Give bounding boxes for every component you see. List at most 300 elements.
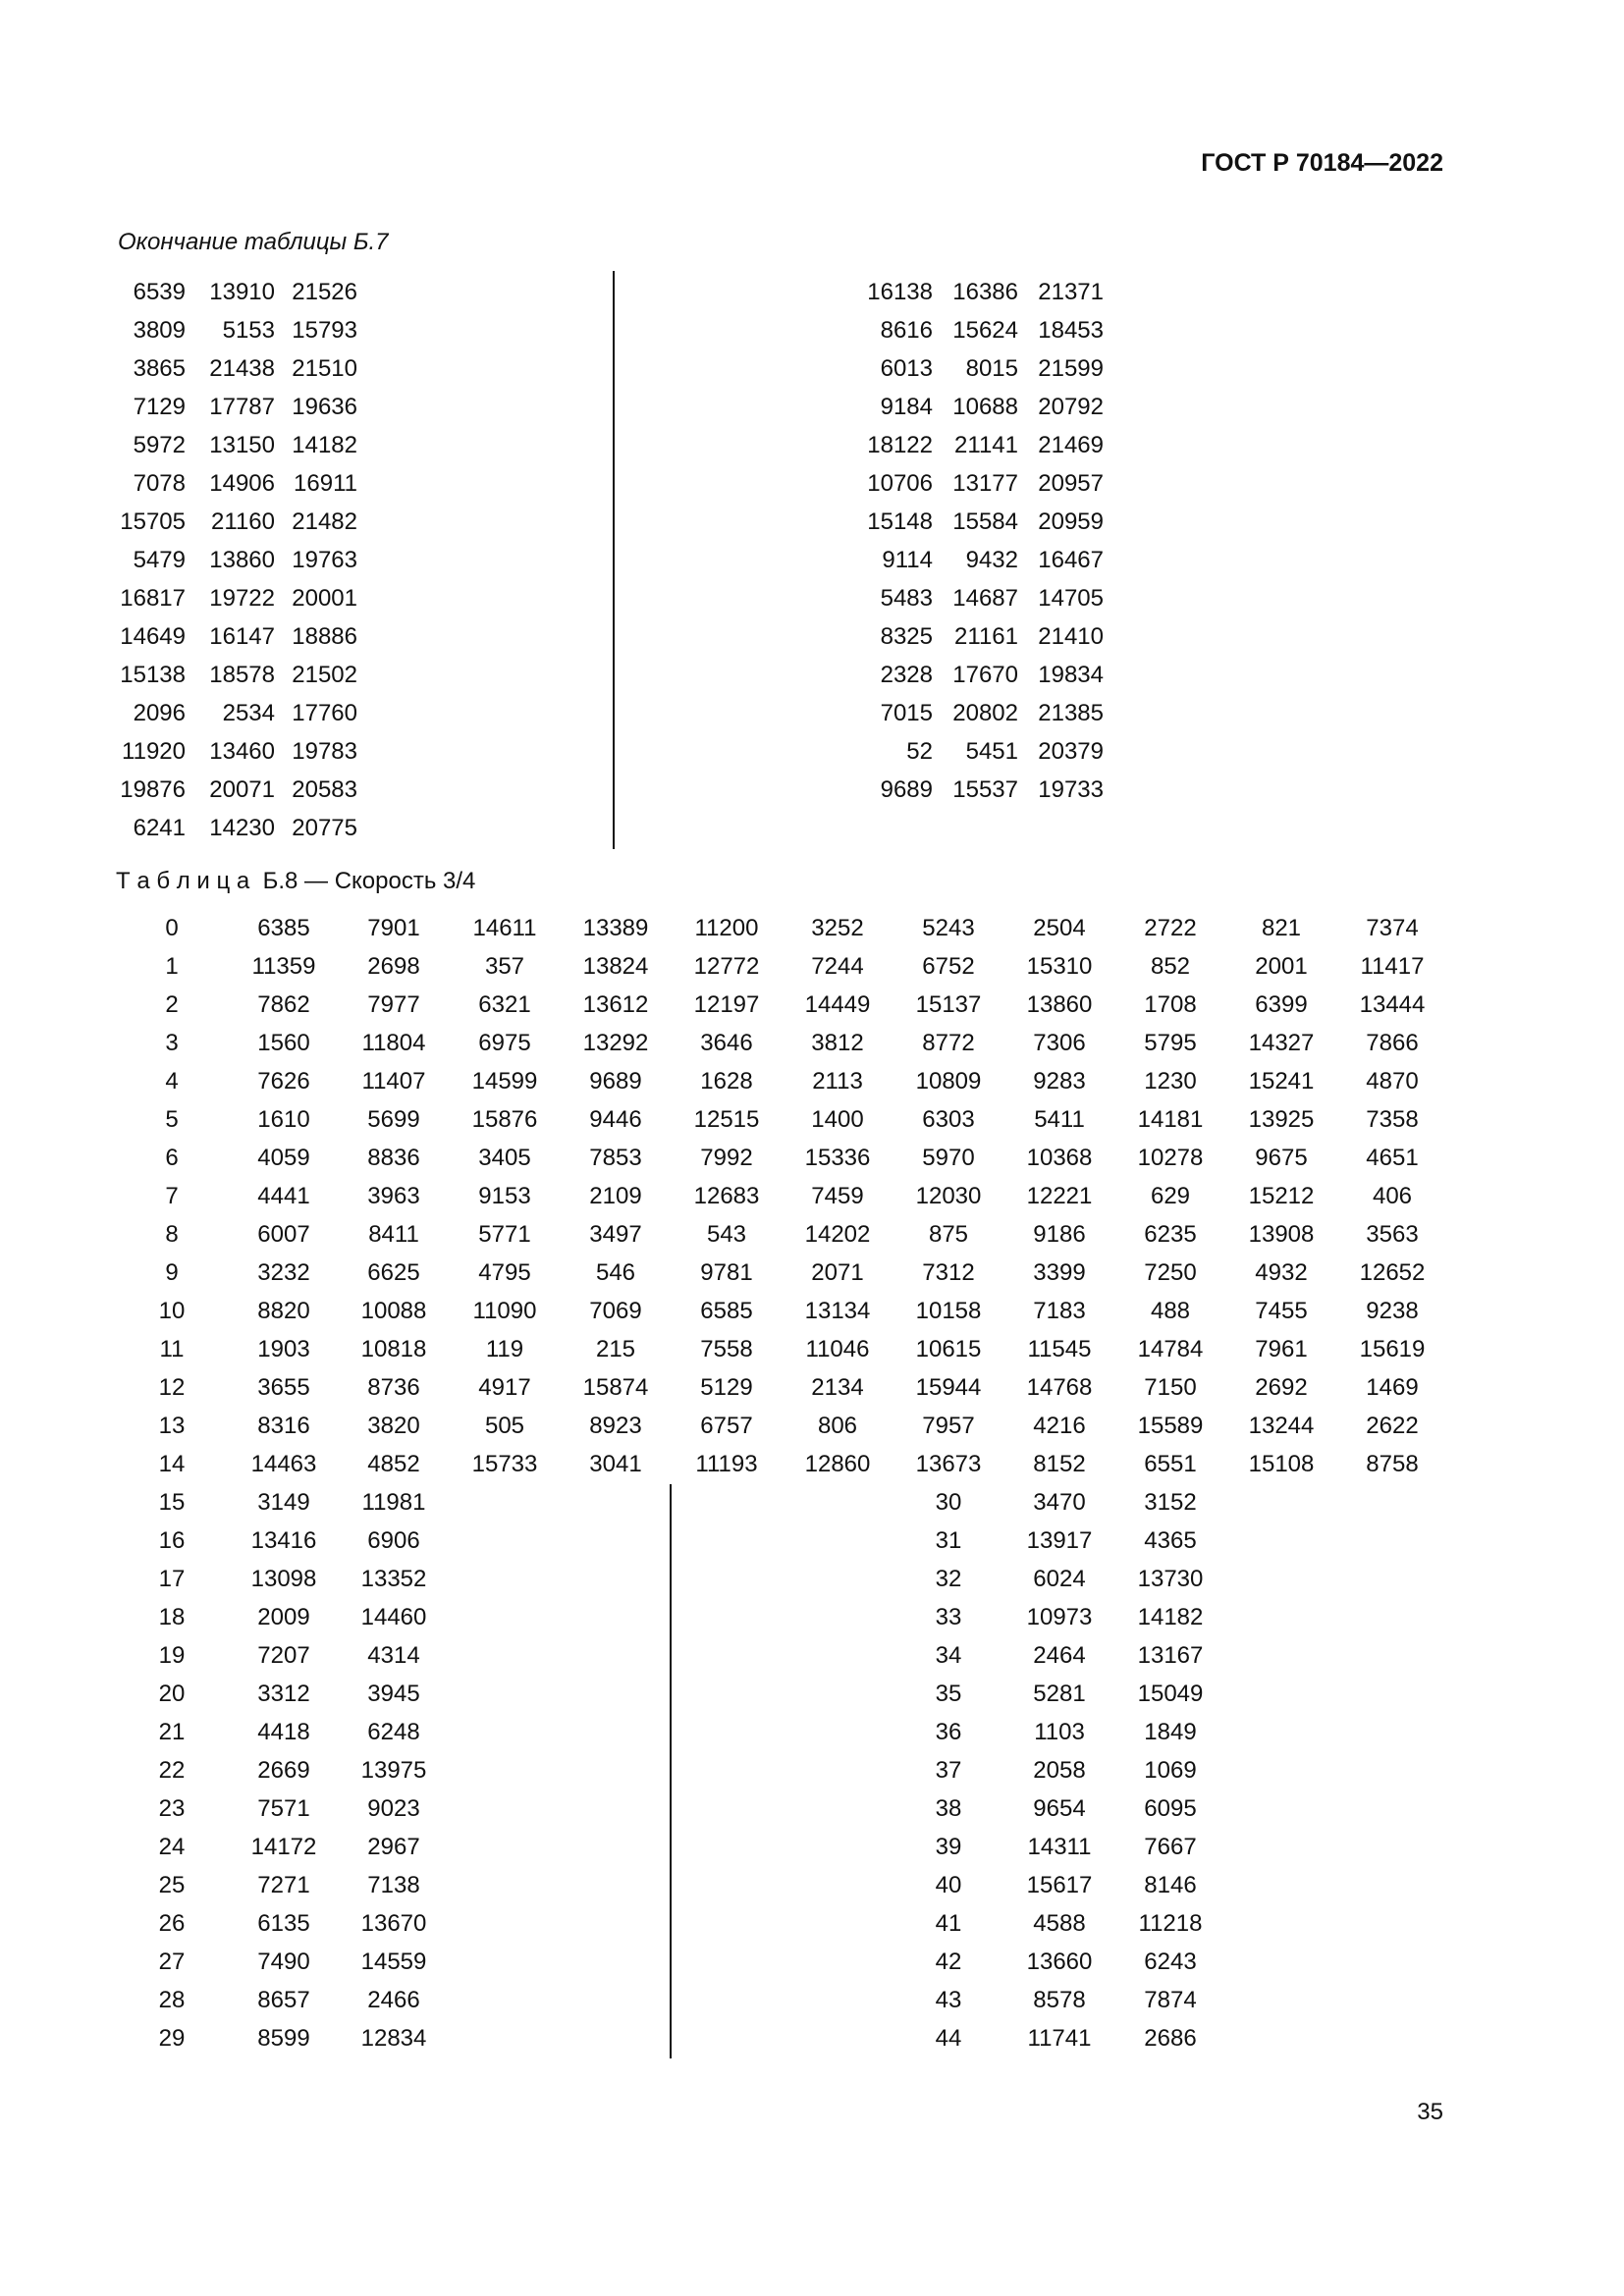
table-cell: 16: [158, 1527, 186, 1554]
table-cell: 20802: [952, 700, 1018, 726]
table-cell: 6551: [1144, 1451, 1197, 1477]
table-cell: 9: [165, 1259, 179, 1286]
table-cell: 3252: [811, 915, 864, 941]
table-cell: 215: [595, 1336, 636, 1362]
table-cell: 7138: [367, 1872, 420, 1898]
table-cell: 3405: [478, 1145, 531, 1171]
table-cell: 12772: [693, 953, 760, 980]
table-cell: 4314: [367, 1642, 420, 1669]
table-cell: 17760: [292, 700, 357, 726]
table-cell: 14182: [1137, 1604, 1204, 1630]
table-cell: 1849: [1144, 1719, 1197, 1745]
table-cell: 21438: [209, 355, 275, 382]
table-cell: 21410: [1038, 623, 1104, 650]
table-cell: 7358: [1366, 1106, 1419, 1133]
table-cell: 2071: [811, 1259, 864, 1286]
table-cell: 21599: [1038, 355, 1104, 382]
table-cell: 33: [935, 1604, 962, 1630]
table-cell: 27: [158, 1949, 186, 1975]
table-cell: 1560: [257, 1030, 310, 1056]
table-cell: 119: [485, 1336, 524, 1362]
table-cell: 16817: [120, 585, 186, 612]
table-cell: 1708: [1144, 991, 1197, 1018]
table-cell: 875: [928, 1221, 969, 1248]
table-cell: 13860: [209, 547, 275, 573]
table-cell: 7312: [922, 1259, 975, 1286]
table-cell: 20775: [292, 815, 357, 841]
table-cell: 21160: [211, 508, 275, 535]
table-cell: 14: [158, 1451, 186, 1477]
table-cell: 15619: [1359, 1336, 1426, 1362]
table-cell: 5795: [1144, 1030, 1197, 1056]
table-cell: 5243: [922, 915, 975, 941]
table-cell: 6625: [367, 1259, 420, 1286]
table-cell: 8923: [589, 1413, 642, 1439]
table-cell: 14202: [804, 1221, 871, 1248]
table-cell: 11: [159, 1336, 185, 1362]
table-cell: 16467: [1038, 547, 1104, 573]
table-cell: 2096: [133, 700, 186, 726]
table-cell: 2722: [1144, 915, 1197, 941]
table-cell: 20792: [1038, 394, 1104, 420]
table-cell: 15241: [1248, 1068, 1315, 1095]
table-cell: 13292: [582, 1030, 649, 1056]
table-cell: 11218: [1138, 1910, 1203, 1937]
table-cell: 12030: [915, 1183, 982, 1209]
table-cell: 14784: [1137, 1336, 1204, 1362]
table-cell: 28: [158, 1987, 186, 2013]
table-cell: 20: [158, 1681, 186, 1707]
table-cell: 5129: [700, 1374, 753, 1401]
table-cell: 6757: [700, 1413, 753, 1439]
table-cell: 15212: [1248, 1183, 1315, 1209]
table-cell: 6385: [257, 915, 310, 941]
table-cell: 13150: [209, 432, 275, 458]
table-cell: 35: [935, 1681, 962, 1707]
table-cell: 23: [158, 1795, 186, 1822]
table-cell: 7558: [700, 1336, 753, 1362]
table-cell: 6906: [367, 1527, 420, 1554]
table-cell: 20583: [292, 776, 357, 803]
table-cell: 1903: [257, 1336, 310, 1362]
table-cell: 7667: [1144, 1834, 1197, 1860]
table-cell: 2464: [1033, 1642, 1086, 1669]
table-cell: 15584: [952, 508, 1018, 535]
table-cell: 1610: [257, 1106, 310, 1133]
table-cell: 8152: [1033, 1451, 1086, 1477]
table-cell: 12: [158, 1374, 186, 1401]
table-cell: 12860: [804, 1451, 871, 1477]
table-cell: 15944: [915, 1374, 982, 1401]
table-b8-column-divider: [670, 1484, 672, 2058]
table-cell: 9689: [589, 1068, 642, 1095]
table-cell: 406: [1372, 1183, 1413, 1209]
table-cell: 16138: [867, 279, 933, 305]
table-cell: 21526: [292, 279, 357, 305]
table-cell: 4418: [257, 1719, 310, 1745]
table-cell: 2134: [811, 1374, 864, 1401]
table-cell: 10818: [360, 1336, 427, 1362]
table-cell: 8599: [257, 2025, 310, 2052]
table-cell: 7901: [367, 915, 420, 941]
table-cell: 4795: [478, 1259, 531, 1286]
table-cell: 2009: [257, 1604, 310, 1630]
table-cell: 3563: [1366, 1221, 1419, 1248]
table-cell: 4216: [1033, 1413, 1086, 1439]
table-cell: 7183: [1033, 1298, 1086, 1324]
table-cell: 6585: [700, 1298, 753, 1324]
table-cell: 19636: [292, 394, 357, 420]
table-cell: 19722: [209, 585, 275, 612]
table-cell: 6303: [922, 1106, 975, 1133]
table-cell: 6243: [1144, 1949, 1197, 1975]
table-cell: 0: [165, 915, 179, 941]
table-cell: 543: [706, 1221, 747, 1248]
table-cell: 2113: [812, 1068, 863, 1095]
table-cell: 5: [165, 1106, 179, 1133]
table-cell: 13167: [1137, 1642, 1204, 1669]
table-cell: 3655: [257, 1374, 310, 1401]
table-cell: 9184: [880, 394, 933, 420]
table-cell: 20959: [1038, 508, 1104, 535]
table-cell: 13975: [360, 1757, 427, 1784]
table-cell: 30: [935, 1489, 962, 1516]
table-cell: 13352: [360, 1566, 427, 1592]
table-cell: 11193: [695, 1451, 758, 1477]
table-cell: 546: [595, 1259, 636, 1286]
table-cell: 18: [158, 1604, 186, 1630]
table-cell: 15733: [471, 1451, 538, 1477]
table-cell: 3399: [1033, 1259, 1086, 1286]
table-cell: 5771: [478, 1221, 531, 1248]
table-cell: 4588: [1033, 1910, 1086, 1937]
table-cell: 13908: [1248, 1221, 1315, 1248]
table-cell: 11545: [1027, 1336, 1092, 1362]
table-cell: 14611: [472, 915, 537, 941]
table-cell: 21482: [292, 508, 357, 535]
table-cell: 20957: [1038, 470, 1104, 497]
table-cell: 9283: [1033, 1068, 1086, 1095]
table-cell: 8836: [367, 1145, 420, 1171]
table-cell: 11200: [694, 915, 759, 941]
table-cell: 3152: [1144, 1489, 1197, 1516]
table-cell: 4852: [367, 1451, 420, 1477]
table-cell: 4651: [1366, 1145, 1419, 1171]
table-cell: 19834: [1038, 662, 1104, 688]
table-cell: 21371: [1038, 279, 1104, 305]
page-number: 35: [1417, 2099, 1443, 2125]
table-cell: 13098: [250, 1566, 317, 1592]
table-cell: 21: [158, 1719, 186, 1745]
table-cell: 6399: [1255, 991, 1308, 1018]
table-cell: 14463: [250, 1451, 317, 1477]
table-cell: 6975: [478, 1030, 531, 1056]
table-cell: 9114: [882, 547, 933, 573]
table-cell: 6241: [133, 815, 186, 841]
table-cell: 4059: [257, 1145, 310, 1171]
table-cell: 34: [935, 1642, 962, 1669]
table-cell: 10973: [1026, 1604, 1093, 1630]
table-cell: 13389: [582, 915, 649, 941]
table-cell: 14705: [1038, 585, 1104, 612]
table-cell: 24: [158, 1834, 186, 1860]
table-b7-continuation-caption: Окончание таблицы Б.7: [118, 229, 389, 255]
table-cell: 19783: [292, 738, 357, 765]
table-cell: 4365: [1144, 1527, 1197, 1554]
table-cell: 6321: [478, 991, 531, 1018]
table-cell: 5699: [367, 1106, 420, 1133]
table-cell: 6013: [880, 355, 933, 382]
table-cell: 16386: [952, 279, 1018, 305]
table-cell: 2692: [1255, 1374, 1308, 1401]
table-cell: 2698: [367, 953, 420, 980]
table-cell: 7306: [1033, 1030, 1086, 1056]
table-cell: 15617: [1026, 1872, 1093, 1898]
table-cell: 2109: [589, 1183, 642, 1209]
table-cell: 9238: [1366, 1298, 1419, 1324]
table-cell: 5479: [133, 547, 186, 573]
table-cell: 6752: [922, 953, 975, 980]
table-cell: 14327: [1248, 1030, 1315, 1056]
table-cell: 52: [906, 738, 933, 765]
table-cell: 6248: [367, 1719, 420, 1745]
table-cell: 8411: [368, 1221, 419, 1248]
table-cell: 2622: [1366, 1413, 1419, 1439]
table-cell: 3312: [257, 1681, 310, 1707]
table-cell: 4441: [257, 1183, 310, 1209]
table-cell: 15148: [867, 508, 933, 535]
table-cell: 9446: [589, 1106, 642, 1133]
table-cell: 8657: [257, 1987, 310, 2013]
table-cell: 13244: [1248, 1413, 1315, 1439]
table-cell: 8820: [257, 1298, 310, 1324]
table-cell: 11046: [805, 1336, 870, 1362]
table-cell: 1230: [1144, 1068, 1197, 1095]
table-cell: 3497: [589, 1221, 642, 1248]
table-cell: 32: [935, 1566, 962, 1592]
table-cell: 13824: [582, 953, 649, 980]
table-cell: 3945: [367, 1681, 420, 1707]
table-cell: 629: [1150, 1183, 1191, 1209]
table-cell: 10706: [867, 470, 933, 497]
table-cell: 44: [935, 2025, 962, 2052]
table-cell: 7862: [257, 991, 310, 1018]
table-cell: 14768: [1026, 1374, 1093, 1401]
table-cell: 14182: [292, 432, 357, 458]
table-cell: 7455: [1255, 1298, 1308, 1324]
table-cell: 6095: [1144, 1795, 1197, 1822]
table-cell: 25: [158, 1872, 186, 1898]
table-cell: 17787: [209, 394, 275, 420]
table-cell: 15705: [120, 508, 186, 535]
table-cell: 14599: [471, 1068, 538, 1095]
table-cell: 16147: [209, 623, 275, 650]
table-cell: 3: [165, 1030, 179, 1056]
table-cell: 20071: [209, 776, 275, 803]
table-cell: 3646: [700, 1030, 753, 1056]
table-cell: 10158: [915, 1298, 982, 1324]
table-cell: 806: [817, 1413, 858, 1439]
table-cell: 9432: [965, 547, 1018, 573]
table-cell: 37: [935, 1757, 962, 1784]
document-number-header: ГОСТ Р 70184—2022: [1201, 149, 1443, 177]
table-cell: 38: [935, 1795, 962, 1822]
table-cell: 15793: [292, 317, 357, 344]
table-cell: 7078: [133, 470, 186, 497]
table-cell: 15537: [952, 776, 1018, 803]
table-cell: 43: [935, 1987, 962, 2013]
table-b7-column-divider: [613, 271, 615, 849]
table-cell: 3820: [367, 1413, 420, 1439]
table-cell: 13660: [1026, 1949, 1093, 1975]
table-cell: 7957: [922, 1413, 975, 1439]
table-cell: 8578: [1033, 1987, 1086, 2013]
table-cell: 7069: [589, 1298, 642, 1324]
table-cell: 15310: [1026, 953, 1093, 980]
table-cell: 14449: [804, 991, 871, 1018]
table-cell: 2001: [1255, 953, 1308, 980]
table-cell: 13444: [1359, 991, 1426, 1018]
table-cell: 4870: [1366, 1068, 1419, 1095]
table-cell: 29: [158, 2025, 186, 2052]
table-cell: 7015: [880, 700, 933, 726]
table-cell: 13134: [804, 1298, 871, 1324]
table-cell: 3865: [133, 355, 186, 382]
table-cell: 11981: [361, 1489, 426, 1516]
table-cell: 11920: [122, 738, 186, 765]
table-cell: 14687: [952, 585, 1018, 612]
table-cell: 14649: [120, 623, 186, 650]
table-cell: 5970: [922, 1145, 975, 1171]
table-cell: 16911: [294, 470, 357, 497]
table-cell: 8: [165, 1221, 179, 1248]
table-cell: 15049: [1137, 1681, 1204, 1707]
table-cell: 2328: [880, 662, 933, 688]
table-cell: 3963: [367, 1183, 420, 1209]
table-cell: 12652: [1359, 1259, 1426, 1286]
table-cell: 9153: [478, 1183, 531, 1209]
table-cell: 1069: [1144, 1757, 1197, 1784]
table-cell: 15624: [952, 317, 1018, 344]
table-cell: 7961: [1255, 1336, 1308, 1362]
table-cell: 1628: [700, 1068, 753, 1095]
table-cell: 1469: [1366, 1374, 1419, 1401]
table-cell: 19763: [292, 547, 357, 573]
table-cell: 21469: [1038, 432, 1104, 458]
table-cell: 13925: [1248, 1106, 1315, 1133]
table-cell: 7129: [133, 394, 186, 420]
table-cell: 2466: [367, 1987, 420, 2013]
table-cell: 821: [1261, 915, 1302, 941]
table-cell: 5411: [1034, 1106, 1085, 1133]
table-cell: 7374: [1366, 915, 1419, 941]
table-cell: 14559: [360, 1949, 427, 1975]
table-cell: 1: [165, 953, 179, 980]
table-cell: 36: [935, 1719, 962, 1745]
table-cell: 15137: [915, 991, 982, 1018]
table-cell: 3470: [1033, 1489, 1086, 1516]
table-cell: 15336: [804, 1145, 871, 1171]
table-cell: 8758: [1366, 1451, 1419, 1477]
table-cell: 11804: [361, 1030, 426, 1056]
table-cell: 8316: [257, 1413, 310, 1439]
table-cell: 8015: [965, 355, 1018, 382]
table-cell: 6024: [1033, 1566, 1086, 1592]
table-cell: 15876: [471, 1106, 538, 1133]
table-cell: 7626: [257, 1068, 310, 1095]
table-cell: 15: [158, 1489, 186, 1516]
table-cell: 10809: [915, 1068, 982, 1095]
table-cell: 8616: [880, 317, 933, 344]
table-cell: 3149: [257, 1489, 310, 1516]
table-cell: 7571: [257, 1795, 310, 1822]
table-cell: 12221: [1026, 1183, 1093, 1209]
table-cell: 12515: [693, 1106, 760, 1133]
table-cell: 9023: [367, 1795, 420, 1822]
table-cell: 18578: [209, 662, 275, 688]
table-cell: 8772: [922, 1030, 975, 1056]
table-cell: 5451: [965, 738, 1018, 765]
table-cell: 40: [935, 1872, 962, 1898]
table-cell: 3041: [589, 1451, 642, 1477]
table-cell: 852: [1150, 953, 1191, 980]
table-cell: 13860: [1026, 991, 1093, 1018]
table-cell: 9186: [1033, 1221, 1086, 1248]
table-cell: 5281: [1033, 1681, 1086, 1707]
table-cell: 505: [484, 1413, 525, 1439]
table-cell: 19: [158, 1642, 186, 1669]
table-cell: 15874: [582, 1374, 649, 1401]
table-cell: 7490: [257, 1949, 310, 1975]
table-cell: 13177: [952, 470, 1018, 497]
table-cell: 7459: [811, 1183, 864, 1209]
table-cell: 9675: [1255, 1145, 1308, 1171]
table-cell: 14460: [360, 1604, 427, 1630]
table-cell: 8325: [880, 623, 933, 650]
table-cell: 7244: [811, 953, 864, 980]
table-cell: 6539: [133, 279, 186, 305]
table-cell: 6007: [257, 1221, 310, 1248]
table-cell: 4: [165, 1068, 179, 1095]
table-cell: 3812: [811, 1030, 864, 1056]
table-cell: 5153: [222, 317, 275, 344]
table-cell: 10: [158, 1298, 186, 1324]
table-cell: 7207: [257, 1642, 310, 1669]
table-cell: 12683: [693, 1183, 760, 1209]
table-cell: 9781: [700, 1259, 753, 1286]
table-cell: 3232: [257, 1259, 310, 1286]
table-cell: 6235: [1144, 1221, 1197, 1248]
table-cell: 13416: [250, 1527, 317, 1554]
table-cell: 19733: [1038, 776, 1104, 803]
table-cell: 7992: [700, 1145, 753, 1171]
table-cell: 11741: [1027, 2025, 1092, 2052]
table-cell: 2967: [367, 1834, 420, 1860]
table-cell: 4932: [1255, 1259, 1308, 1286]
table-cell: 15589: [1137, 1413, 1204, 1439]
table-cell: 21502: [292, 662, 357, 688]
table-cell: 11417: [1360, 953, 1425, 980]
table-cell: 20379: [1038, 738, 1104, 765]
table-cell: 357: [484, 953, 525, 980]
table-cell: 13917: [1026, 1527, 1093, 1554]
table-cell: 13: [158, 1413, 186, 1439]
table-cell: 15138: [120, 662, 186, 688]
table-cell: 13612: [582, 991, 649, 1018]
table-cell: 18886: [292, 623, 357, 650]
table-cell: 13460: [209, 738, 275, 765]
table-cell: 21385: [1038, 700, 1104, 726]
